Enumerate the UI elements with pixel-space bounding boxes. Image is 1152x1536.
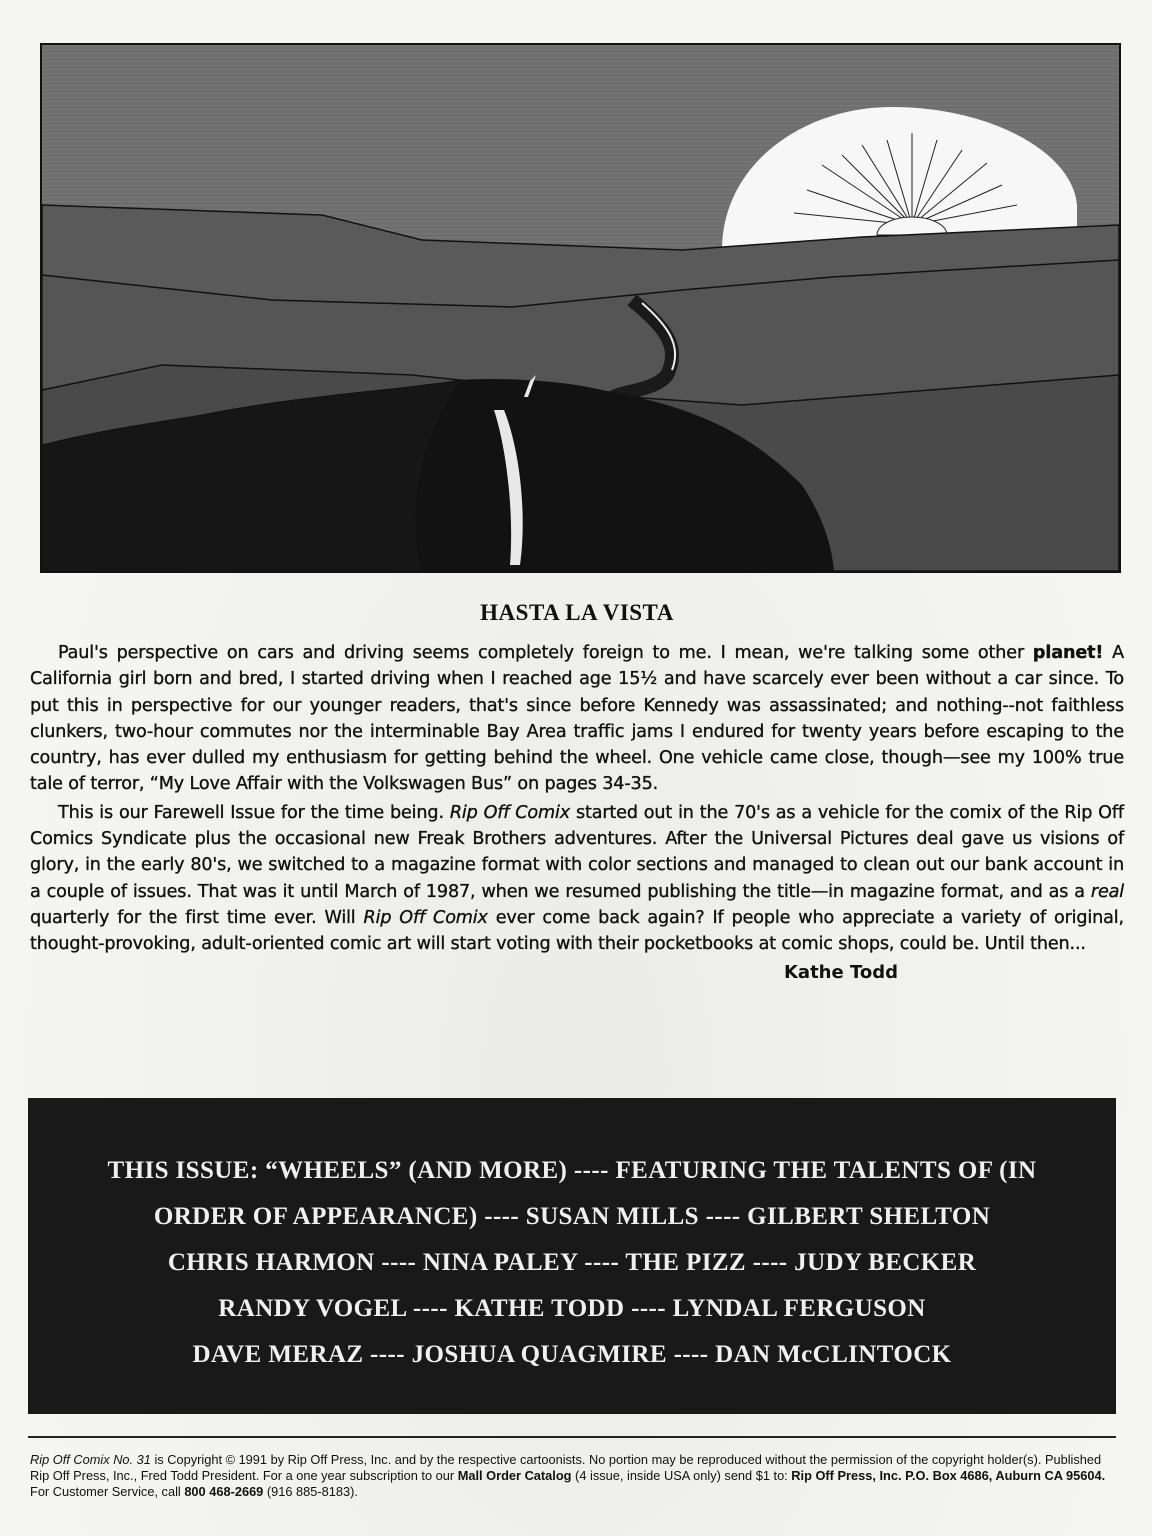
credits-line: THIS ISSUE: “WHEELS” (AND MORE) ---- FEATURING THE TALENTS OF (IN (107, 1157, 1037, 1184)
article-title: HASTA LA VISTA (480, 600, 674, 625)
road-sunset-illustration (40, 43, 1121, 573)
p1-emphasis: planet! (1032, 643, 1104, 663)
copyright-address: Rip Off Press, Inc. P.O. Box 4686, Auburn CA 95604. (791, 1468, 1106, 1483)
copyright-text-4: (916 885-8183). (263, 1484, 358, 1499)
article-paragraph-1 (30, 640, 1124, 798)
p2-text-e: quarterly for the first time ever. Will (30, 907, 364, 928)
copyright-phone: 800 468-2669 (184, 1484, 264, 1499)
article-paragraph-2 (30, 800, 1124, 958)
copyright-title: Rip Off Comix No. 31 (30, 1452, 151, 1467)
credits-line: DAVE MERAZ ---- JOSHUA QUAGMIRE ---- DAN McCLINTOCK (192, 1341, 952, 1368)
article (30, 600, 1124, 983)
p1-text-a: Paul's perspective on cars and driving seems completely foreign to me. I mean, we're talking some other (58, 643, 1033, 663)
footer-divider (28, 1436, 1116, 1438)
p2-emphasis: real (1090, 881, 1124, 902)
p1-text-c: A California girl born and bred, I started driving when I reached age 15½ and have scarcely ever been without a car since. To put this in perspective for our younger readers, that's since before Kennedy was assassinated; and nothing--not faithless clunkers, two-hour commutes nor the interminable Bay Area traffic jams I endured for twenty years before escaping to the country, has ever dulled my enthusiasm for getting behind the wheel. One vehicle came close, though—see my 100% true tale of terror, “My Love Affair with the Volkswagen Bus” on pages 34-35. (30, 643, 1124, 795)
copyright-text-3: For Customer Service, call (30, 1484, 185, 1499)
p2-title-ref-2: Rip Off Comix (363, 907, 488, 928)
credits-box (28, 1098, 1116, 1414)
article-signature: Kathe Todd (783, 961, 898, 983)
p2-title-ref: Rip Off Comix (449, 802, 571, 823)
landscape-drawing (42, 45, 1119, 571)
credits-line: ORDER OF APPEARANCE) ---- SUSAN MILLS ---- GILBERT SHELTON (153, 1203, 991, 1230)
copyright-catalog: Mall Order Catalog (457, 1468, 572, 1483)
copyright-text-1: is Copyright © 1991 by Rip Off Press, Inc. and by the respective cartoonists. No portion may be reproduced without the permission of the copyright holder(s). Published Rip Off Press, Inc., Fred Todd President. For a one year subscription to our (30, 1452, 1102, 1483)
copyright-notice (30, 1452, 1120, 1500)
credits-line: CHRIS HARMON ---- NINA PALEY ---- THE PIZZ ---- JUDY BECKER (167, 1249, 977, 1276)
p2-text-c: started out in the 70's as a vehicle for the comix of the Rip Off Comics Syndicate plus the occasional new Freak Brothers adventures. After the Universal Pictures deal gave us visions of glory, in the early 80's, we switched to a magazine format with color sections and managed to clean out our bank account in a couple of issues. That was it until March of 1987, when we resumed publishing the title—in magazine format, and as a (30, 802, 1124, 902)
copyright-text-2: (4 issue, inside USA only) send $1 to: (571, 1468, 792, 1483)
credits-line: RANDY VOGEL ---- KATHE TODD ---- LYNDAL FERGUSON (218, 1295, 926, 1322)
p2-text-a: This is our Farewell Issue for the time being. (58, 802, 450, 823)
p2-text-g: ever come back again? If people who appreciate a variety of original, thought-provoking, adult-oriented comic art will start voting with their pocketbooks at comic shops, could be. Until then... (30, 907, 1124, 955)
